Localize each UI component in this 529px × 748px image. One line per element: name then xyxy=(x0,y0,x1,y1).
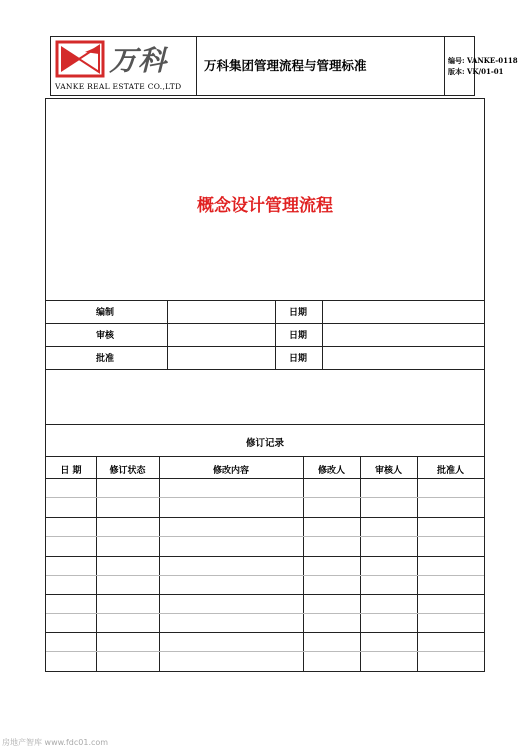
revision-col-divider xyxy=(417,456,418,671)
col-header-modifier: 修改人 xyxy=(317,466,345,476)
revision-col-divider xyxy=(360,456,361,671)
approval-top-line xyxy=(46,300,484,301)
document-body xyxy=(45,98,485,672)
table-row xyxy=(46,575,484,576)
col-header-reviewer: 审核人 xyxy=(374,466,402,476)
table-row xyxy=(46,556,484,557)
document-code: 编号: VANKE-0118 xyxy=(448,56,518,65)
logo-cell xyxy=(51,37,197,95)
table-row xyxy=(46,517,484,518)
table-row xyxy=(46,536,484,537)
approval-label-approve: 批准 xyxy=(96,354,115,364)
company-name-en: VANKE REAL ESTATE CO.,LTD xyxy=(55,82,182,91)
revision-title: 修订记录 xyxy=(245,438,284,449)
revision-col-divider xyxy=(96,456,97,671)
col-header-content: 修改内容 xyxy=(212,466,249,476)
header-meta-cell xyxy=(444,37,524,95)
table-row xyxy=(46,594,484,595)
document-title: 概念设计管理流程 xyxy=(197,196,333,216)
header-title: 万科集团管理流程与管理标准 xyxy=(204,58,367,73)
table-row xyxy=(46,613,484,614)
approval-date-label: 日期 xyxy=(289,331,308,341)
footer-watermark: 房地产智库 www.fdc01.com xyxy=(2,738,109,747)
vanke-logo-icon xyxy=(55,40,105,78)
approval-bottom-line xyxy=(46,369,484,370)
approval-label-compile: 编制 xyxy=(96,308,115,318)
approval-date-label: 日期 xyxy=(289,354,308,364)
table-row xyxy=(46,632,484,633)
approval-divider xyxy=(167,300,168,369)
approval-divider xyxy=(322,300,323,369)
revision-top-line xyxy=(46,424,484,425)
revision-col-divider xyxy=(159,456,160,671)
table-row xyxy=(46,651,484,652)
header-title-cell xyxy=(196,37,445,95)
approval-line xyxy=(46,346,484,347)
approval-line xyxy=(46,323,484,324)
document-header xyxy=(50,36,518,96)
table-row xyxy=(46,497,484,498)
col-header-approver: 批准人 xyxy=(436,466,464,476)
brand-name: 万科 xyxy=(109,44,168,77)
revision-header-line xyxy=(46,456,484,457)
approval-date-label: 日期 xyxy=(289,308,308,318)
table-row xyxy=(46,478,484,479)
col-header-date: 日 期 xyxy=(60,466,82,476)
col-header-status: 修订状态 xyxy=(109,466,146,476)
approval-label-review: 审核 xyxy=(96,331,115,341)
document-version: 版本: VK/01-01 xyxy=(448,67,504,76)
revision-col-divider xyxy=(303,456,304,671)
approval-divider xyxy=(275,300,276,369)
